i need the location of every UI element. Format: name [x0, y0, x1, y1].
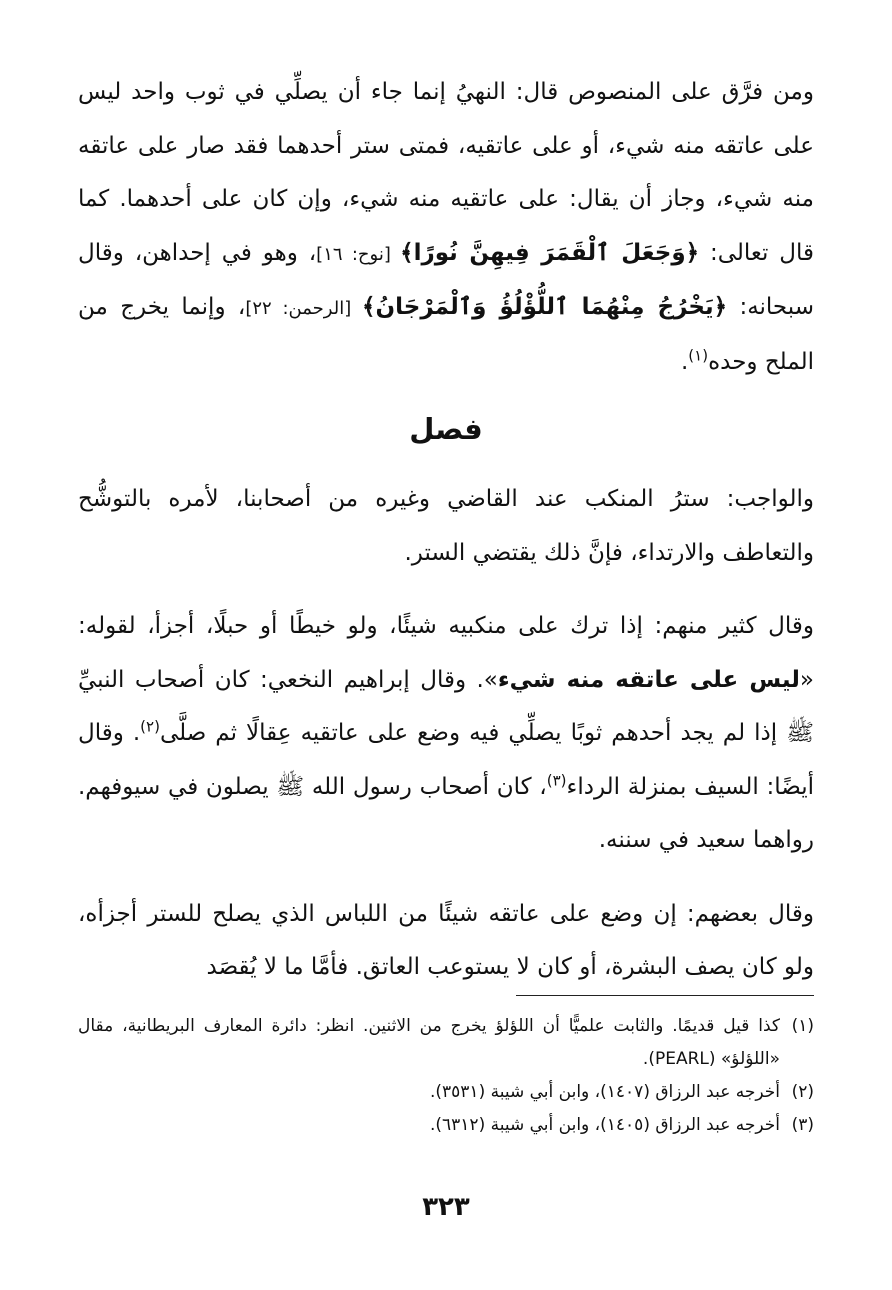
paragraph-3-text-c: . وقال أيضًا: السيف بمنزلة الرداء: [78, 720, 815, 800]
footnote-text: كذا قيل قديمًا. والثابت علميًّا أن اللؤلؤ يخرج من الاثنين. انظر: دائرة المعارف البريطانية، مقال «اللؤلؤ» (PEARL).: [78, 1016, 780, 1069]
quran-reference-1: [نوح: ١٦]: [316, 243, 401, 265]
footnote-divider: [516, 995, 814, 996]
footnote-number: (٢): [791, 1082, 814, 1102]
paragraph-1-text-d: .: [680, 348, 689, 375]
paragraph-1: [78, 66, 814, 389]
footnote-2: [78, 1076, 814, 1109]
paragraph-3-text-d: ، كان أصحاب رسول الله ﷺ يصلون في سيوفهم. رواهما سعيد في سننه.: [78, 773, 814, 853]
footnote-text: أخرجه عبد الرزاق (١٤٠٧)، وابن أبي شيبة (٣٥٣١).: [429, 1082, 780, 1102]
hadith-quote: ليس على عاتقه منه شيء: [497, 666, 800, 693]
section-heading: فصل: [409, 412, 483, 446]
paragraph-1-text-a: ومن فرَّق على المنصوص قال: النهيُ إنما جاء أن يصلِّي في ثوب واحد ليس على عاتقه منه شيء، أو على عاتقيه، فمتى ستر أحدهما فقد صار على عاتقه منه شيء، وجاز أن يقال: على عاتقيه منه شيء، وإن كان على أحدهما. كما قال تعالى:: [78, 79, 815, 266]
footnote-text: أخرجه عبد الرزاق (١٤٠٥)، وابن أبي شيبة (٦٣١٢).: [429, 1115, 780, 1135]
footnote-marker-1: (١): [688, 345, 709, 364]
paragraph-3-text-b: ». وقال إبراهيم النخعي: كان أصحاب النبيِّ ﷺ إذا لم يجد أحدهم ثوبًا يصلِّي فيه وضع على عاتقيه عِقالًا ثم صلَّى: [78, 666, 814, 746]
footnote-1: [78, 1010, 814, 1076]
footnote-number: (٣): [791, 1115, 814, 1135]
quran-reference-2: [الرحمن: ٢٢]: [245, 298, 363, 319]
paragraph-1-text-c: ، وإنما يخرج من الملح وحده: [78, 294, 814, 375]
paragraph-1-text-b: ، وهو في إحداهن، وقال سبحانه:: [78, 239, 814, 320]
footnote-marker-3: (٣): [546, 770, 567, 789]
page-number: ٣٢٣: [422, 1192, 470, 1222]
paragraph-3-text-a: وقال كثير منهم: إذا ترك على منكبيه شيئًا، ولو خيطًا أو حبلًا، أجزأ، لقوله: «: [78, 613, 814, 693]
footnote-3: [78, 1109, 814, 1142]
page-body: [78, 66, 814, 995]
footnote-marker-2: (٢): [140, 717, 160, 736]
quran-verse-2: ﴿يَخْرُجُ مِنْهُمَا ٱللُّؤْلُؤُ وَٱلْمَرْجَانُ﴾: [362, 294, 728, 320]
paragraph-3: [78, 600, 814, 868]
paragraph-4: وقال بعضهم: إن وضع على عاتقه شيئًا من اللباس الذي يصلح للستر أجزأه، ولو كان يصف البشرة، أو كان لا يستوعب العاتق. فأمَّا ما لا يُقصَد: [78, 900, 814, 980]
quran-verse-1: ﴿وَجَعَلَ ٱلْقَمَرَ فِيهِنَّ نُورًا﴾: [400, 239, 700, 266]
footnotes: [78, 1010, 814, 1142]
paragraph-2: والواجب: سترُ المنكب عند القاضي وغيره من أصحابنا، لأمره بالتوشُّح والتعاطف والارتداء، فإنَّ ذلك يقتضي الستر.: [78, 486, 814, 566]
footnote-number: (١): [791, 1016, 814, 1036]
